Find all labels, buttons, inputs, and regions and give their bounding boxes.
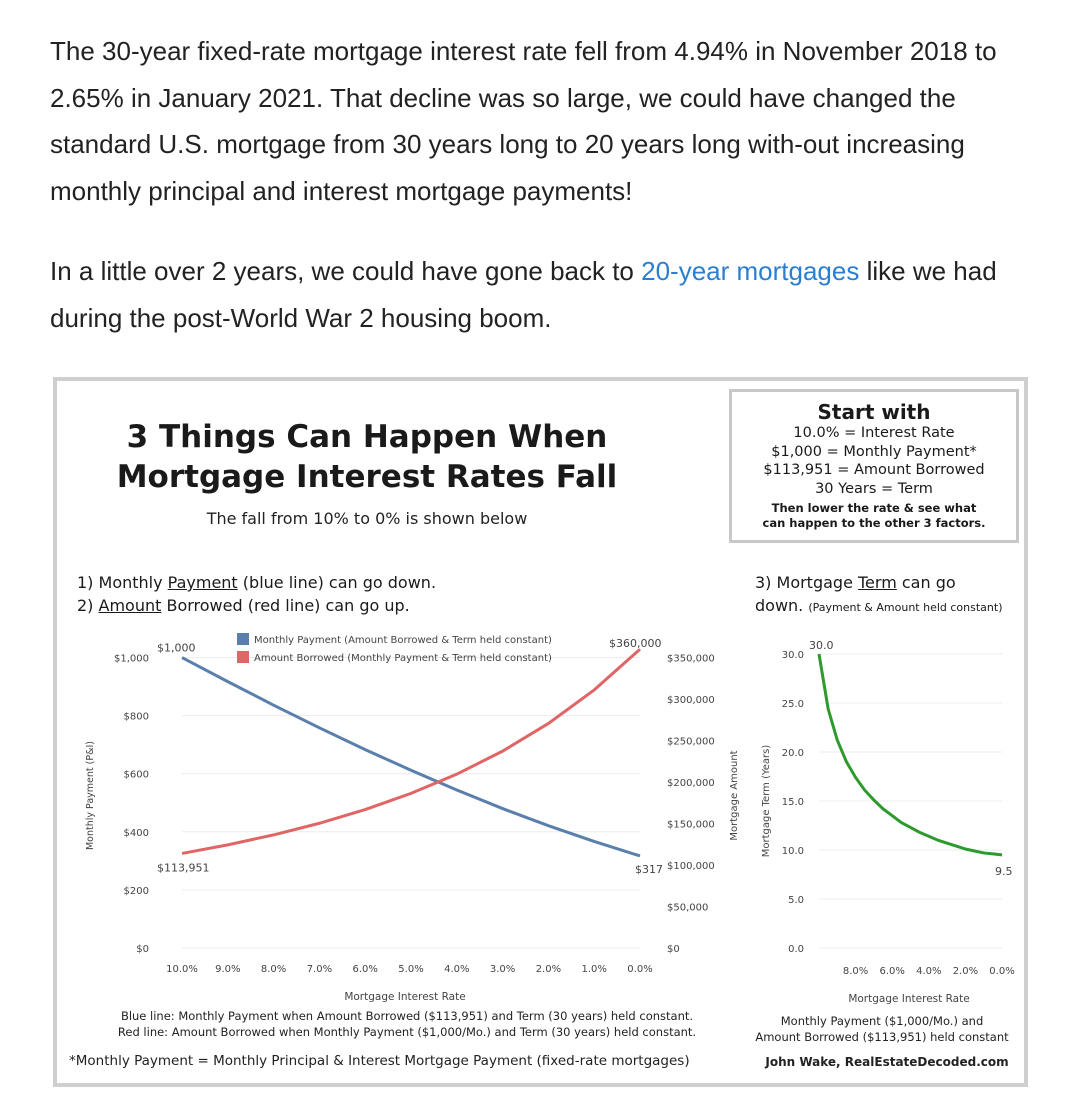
x-tick-label: 7.0%	[306, 964, 333, 975]
x-tick-label: 1.0%	[581, 964, 607, 975]
x-tick-label: 6.0%	[352, 964, 378, 975]
x-tick-label: 8.0%	[260, 964, 287, 975]
start-box-rate: 10.0% = Interest Rate	[793, 425, 955, 441]
legend-swatch-amount	[237, 651, 249, 663]
left-chart-caption	[97, 1009, 717, 1040]
term-x-tick-label: 4.0%	[916, 966, 942, 977]
term-y-tick-label: 25.0	[781, 699, 804, 710]
x-tick-label: 0.0%	[627, 964, 653, 975]
y-axis-title: Monthly Payment (P&I)	[85, 740, 96, 851]
payment-series-line	[182, 658, 640, 856]
y2-tick-label: $0	[667, 944, 680, 955]
x-tick-label: 4.0%	[444, 964, 470, 975]
x-tick-label: 3.0%	[489, 964, 516, 975]
term-y-axis-title: Mortgage Term (Years)	[761, 744, 772, 858]
x-axis-title: Mortgage Interest Rate	[344, 991, 466, 1003]
infographic-subtitle: The fall from 10% to 0% is shown below	[206, 509, 528, 528]
x-tick-label: 9.0%	[215, 964, 241, 975]
start-box-term: 30 Years = Term	[815, 480, 933, 497]
y-tick-label: $600	[123, 769, 149, 781]
paragraph-20-year	[50, 248, 1040, 341]
heading-amount-post: Borrowed (red line) can go up.	[161, 596, 410, 615]
amount-start-label: $113,951	[157, 861, 210, 875]
y-tick-label: $1,000	[114, 653, 149, 665]
infographic-title-line1: 3 Things Can Happen When	[126, 419, 608, 455]
y-tick-label: $400	[123, 827, 149, 839]
legend-label-payment: Monthly Payment (Amount Borrowed & Term held constant)	[254, 635, 552, 646]
term-y-tick-label: 30.0	[781, 650, 804, 661]
start-box-note-line2: can happen to the other 3 factors.	[762, 516, 986, 530]
heading-amount-pre: 2)	[77, 596, 99, 615]
monthly-payment-footnote: *Monthly Payment = Monthly Principal & Interest Mortgage Payment (fixed-rate mortgages)	[69, 1053, 690, 1069]
amount-end-label: $360,000	[609, 637, 662, 651]
heading-term-note: (Payment & Amount held constant)	[808, 601, 1003, 614]
payment-amount-chart	[57, 381, 1032, 1091]
term-y-tick-label: 0.0	[788, 944, 804, 955]
term-y-tick-label: 20.0	[781, 748, 804, 759]
term-x-tick-label: 2.0%	[952, 966, 979, 977]
payment-end-label: $317	[635, 862, 663, 876]
heading-payment-word: Payment	[167, 573, 238, 592]
heading-term-pre: 3) Mortgage	[755, 573, 858, 592]
paragraph-text-before-link: In a little over 2 years, we could have gone back to	[50, 256, 642, 286]
article-body	[50, 28, 1040, 375]
y2-axis-title: Mortgage Amount	[729, 750, 740, 841]
y2-tick-label: $50,000	[667, 902, 709, 914]
infographic-image	[53, 377, 1028, 1087]
start-box-payment: $1,000 = Monthly Payment*	[771, 443, 977, 460]
y-tick-label: $0	[136, 944, 149, 955]
paragraph-text-after-link: like we had during the post-World War 2 housing boom.	[50, 256, 997, 333]
term-end-label: 9.5	[995, 864, 1013, 878]
paragraph-rate-decline: The 30-year fixed-rate mortgage interest rate fell from 4.94% in November 2018 to 2.65% in January 2021. That decline was so large, we could have changed the standard U.S. mortgage from 30 years long to 20 years long with-out increasing monthly principal and interest mortgage payments!	[50, 36, 997, 206]
right-caption-line1: Monthly Payment ($1,000/Mo.) and	[780, 1014, 984, 1028]
y2-tick-label: $150,000	[667, 819, 715, 831]
y-tick-label: $800	[123, 711, 149, 723]
term-series-line	[819, 654, 1002, 855]
y2-tick-label: $300,000	[667, 695, 715, 707]
y2-tick-label: $350,000	[667, 653, 715, 665]
legend-label-amount: Amount Borrowed (Monthly Payment & Term held constant)	[254, 653, 552, 664]
heading-term-post: can go	[896, 573, 956, 592]
term-x-tick-label: 0.0%	[989, 966, 1015, 977]
term-y-tick-label: 5.0	[788, 895, 804, 906]
term-start-label: 30.0	[809, 639, 834, 652]
start-box-note-line1: Then lower the rate & see what	[771, 501, 977, 515]
heading-payment-post: (blue line) can go down.	[237, 573, 437, 592]
start-box-heading: Start with	[817, 400, 931, 424]
left-caption-red: Red line: Amount Borrowed when Monthly Payment ($1,000/Mo.) and Term (30 years) held constant.	[117, 1024, 697, 1039]
infographic-title-line2: Mortgage Interest Rates Fall	[116, 459, 618, 495]
term-y-tick-label: 10.0	[781, 846, 804, 857]
y-tick-label: $200	[123, 885, 149, 897]
link-20-year-mortgages[interactable]: 20-year mortgages	[641, 256, 860, 286]
right-caption-line2: Amount Borrowed ($113,951) held constant	[755, 1029, 1009, 1044]
amount-series-line	[182, 649, 640, 853]
heading-amount-word: Amount	[98, 596, 162, 615]
author-credit: John Wake, RealEstateDecoded.com	[765, 1055, 1009, 1069]
heading-term-word: Term	[858, 573, 897, 592]
term-x-tick-label: 6.0%	[879, 966, 905, 977]
term-x-axis-title: Mortgage Interest Rate	[848, 993, 970, 1005]
x-tick-label: 5.0%	[398, 964, 424, 975]
term-y-tick-label: 15.0	[781, 797, 804, 808]
heading-payment-pre: 1) Monthly	[77, 573, 168, 592]
x-tick-label: 2.0%	[535, 964, 562, 975]
y2-tick-label: $250,000	[667, 736, 715, 748]
start-box-amount: $113,951 = Amount Borrowed	[763, 462, 985, 478]
term-x-tick-label: 8.0%	[842, 966, 869, 977]
left-caption-blue: Blue line: Monthly Payment when Amount Borrowed ($113,951) and Term (30 years) held constant.	[120, 1009, 694, 1023]
x-tick-label: 10.0%	[166, 964, 198, 975]
y2-tick-label: $200,000	[667, 778, 715, 790]
payment-start-label: $1,000	[157, 641, 196, 655]
y2-tick-label: $100,000	[667, 861, 715, 873]
heading-term-down: down.	[755, 596, 804, 615]
legend-swatch-payment	[237, 633, 249, 645]
right-chart-caption	[747, 1014, 1017, 1045]
